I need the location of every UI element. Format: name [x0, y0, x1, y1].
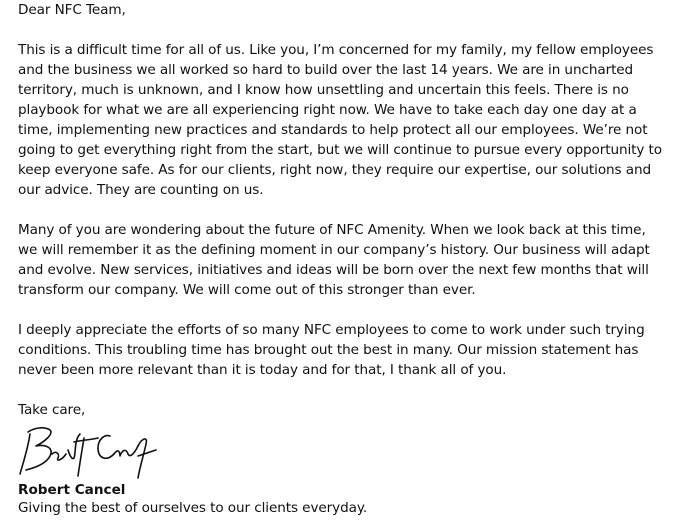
- signature-stroke: [138, 450, 156, 456]
- paragraph-line: territory, much is unknown, and I know how unsettling and uncertain this feels. There is no: [18, 82, 629, 98]
- letter-paragraph-3: [18, 320, 668, 380]
- signer-name: Robert Cancel: [18, 482, 126, 498]
- letter-body: [18, 0, 668, 420]
- paragraph-line: This is a difficult time for all of us. Like you, I’m concerned for my family, my fellow employees: [18, 42, 654, 58]
- paragraph-line: and the business we all worked so hard to build over the last 14 years. We are in uncharted: [18, 62, 634, 78]
- paragraph-line: conditions. This troubling time has brought out the best in many. Our mission statement has: [18, 342, 639, 358]
- paragraph-line: transform our company. We will come out of this stronger than ever.: [18, 282, 476, 298]
- signature-stroke: [138, 439, 146, 478]
- letter-greeting: Dear NFC Team,: [18, 2, 126, 18]
- signature-stroke: [68, 434, 80, 459]
- signature-stroke: [114, 446, 138, 456]
- paragraph-line: our advice. They are counting on us.: [18, 182, 264, 198]
- paragraph-line: going to get everything right from the start, but we will continue to pursue every opportunity to: [18, 142, 663, 158]
- signature-stroke: [98, 436, 114, 459]
- paragraph-line: we will remember it as the defining moment in our company’s history. Our business will adapt: [18, 242, 650, 258]
- signature-stroke: [52, 452, 66, 460]
- signer-tagline: Giving the best of ourselves to our clients everyday.: [18, 500, 368, 516]
- handwritten-signature: [14, 420, 164, 484]
- paragraph-line: never been more relevant than it is today and for that, I thank all of you.: [18, 362, 507, 378]
- letter-paragraph-2: [18, 220, 668, 300]
- paragraph-line: and evolve. New services, initiatives and ideas will be born over the next few months that will: [18, 262, 649, 278]
- paragraph-line: I deeply appreciate the efforts of so many NFC employees to come to work under such trying: [18, 322, 645, 338]
- paragraph-line: playbook for what we are all experiencing right now. We have to take each day one day at a: [18, 102, 637, 118]
- paragraph-line: time, implementing new practices and standards to help protect all our employees. We’re not: [18, 122, 648, 138]
- signature-stroke: [20, 434, 30, 474]
- paragraph-line: Many of you are wondering about the future of NFC Amenity. When we look back at this time,: [18, 222, 646, 238]
- paragraph-line: keep everyone safe. As for our clients, right now, they require our expertise, our solutions and: [18, 162, 652, 178]
- letter-closing: Take care,: [18, 402, 86, 418]
- letter-paragraph-1: [18, 40, 668, 200]
- signature-stroke: [78, 438, 84, 476]
